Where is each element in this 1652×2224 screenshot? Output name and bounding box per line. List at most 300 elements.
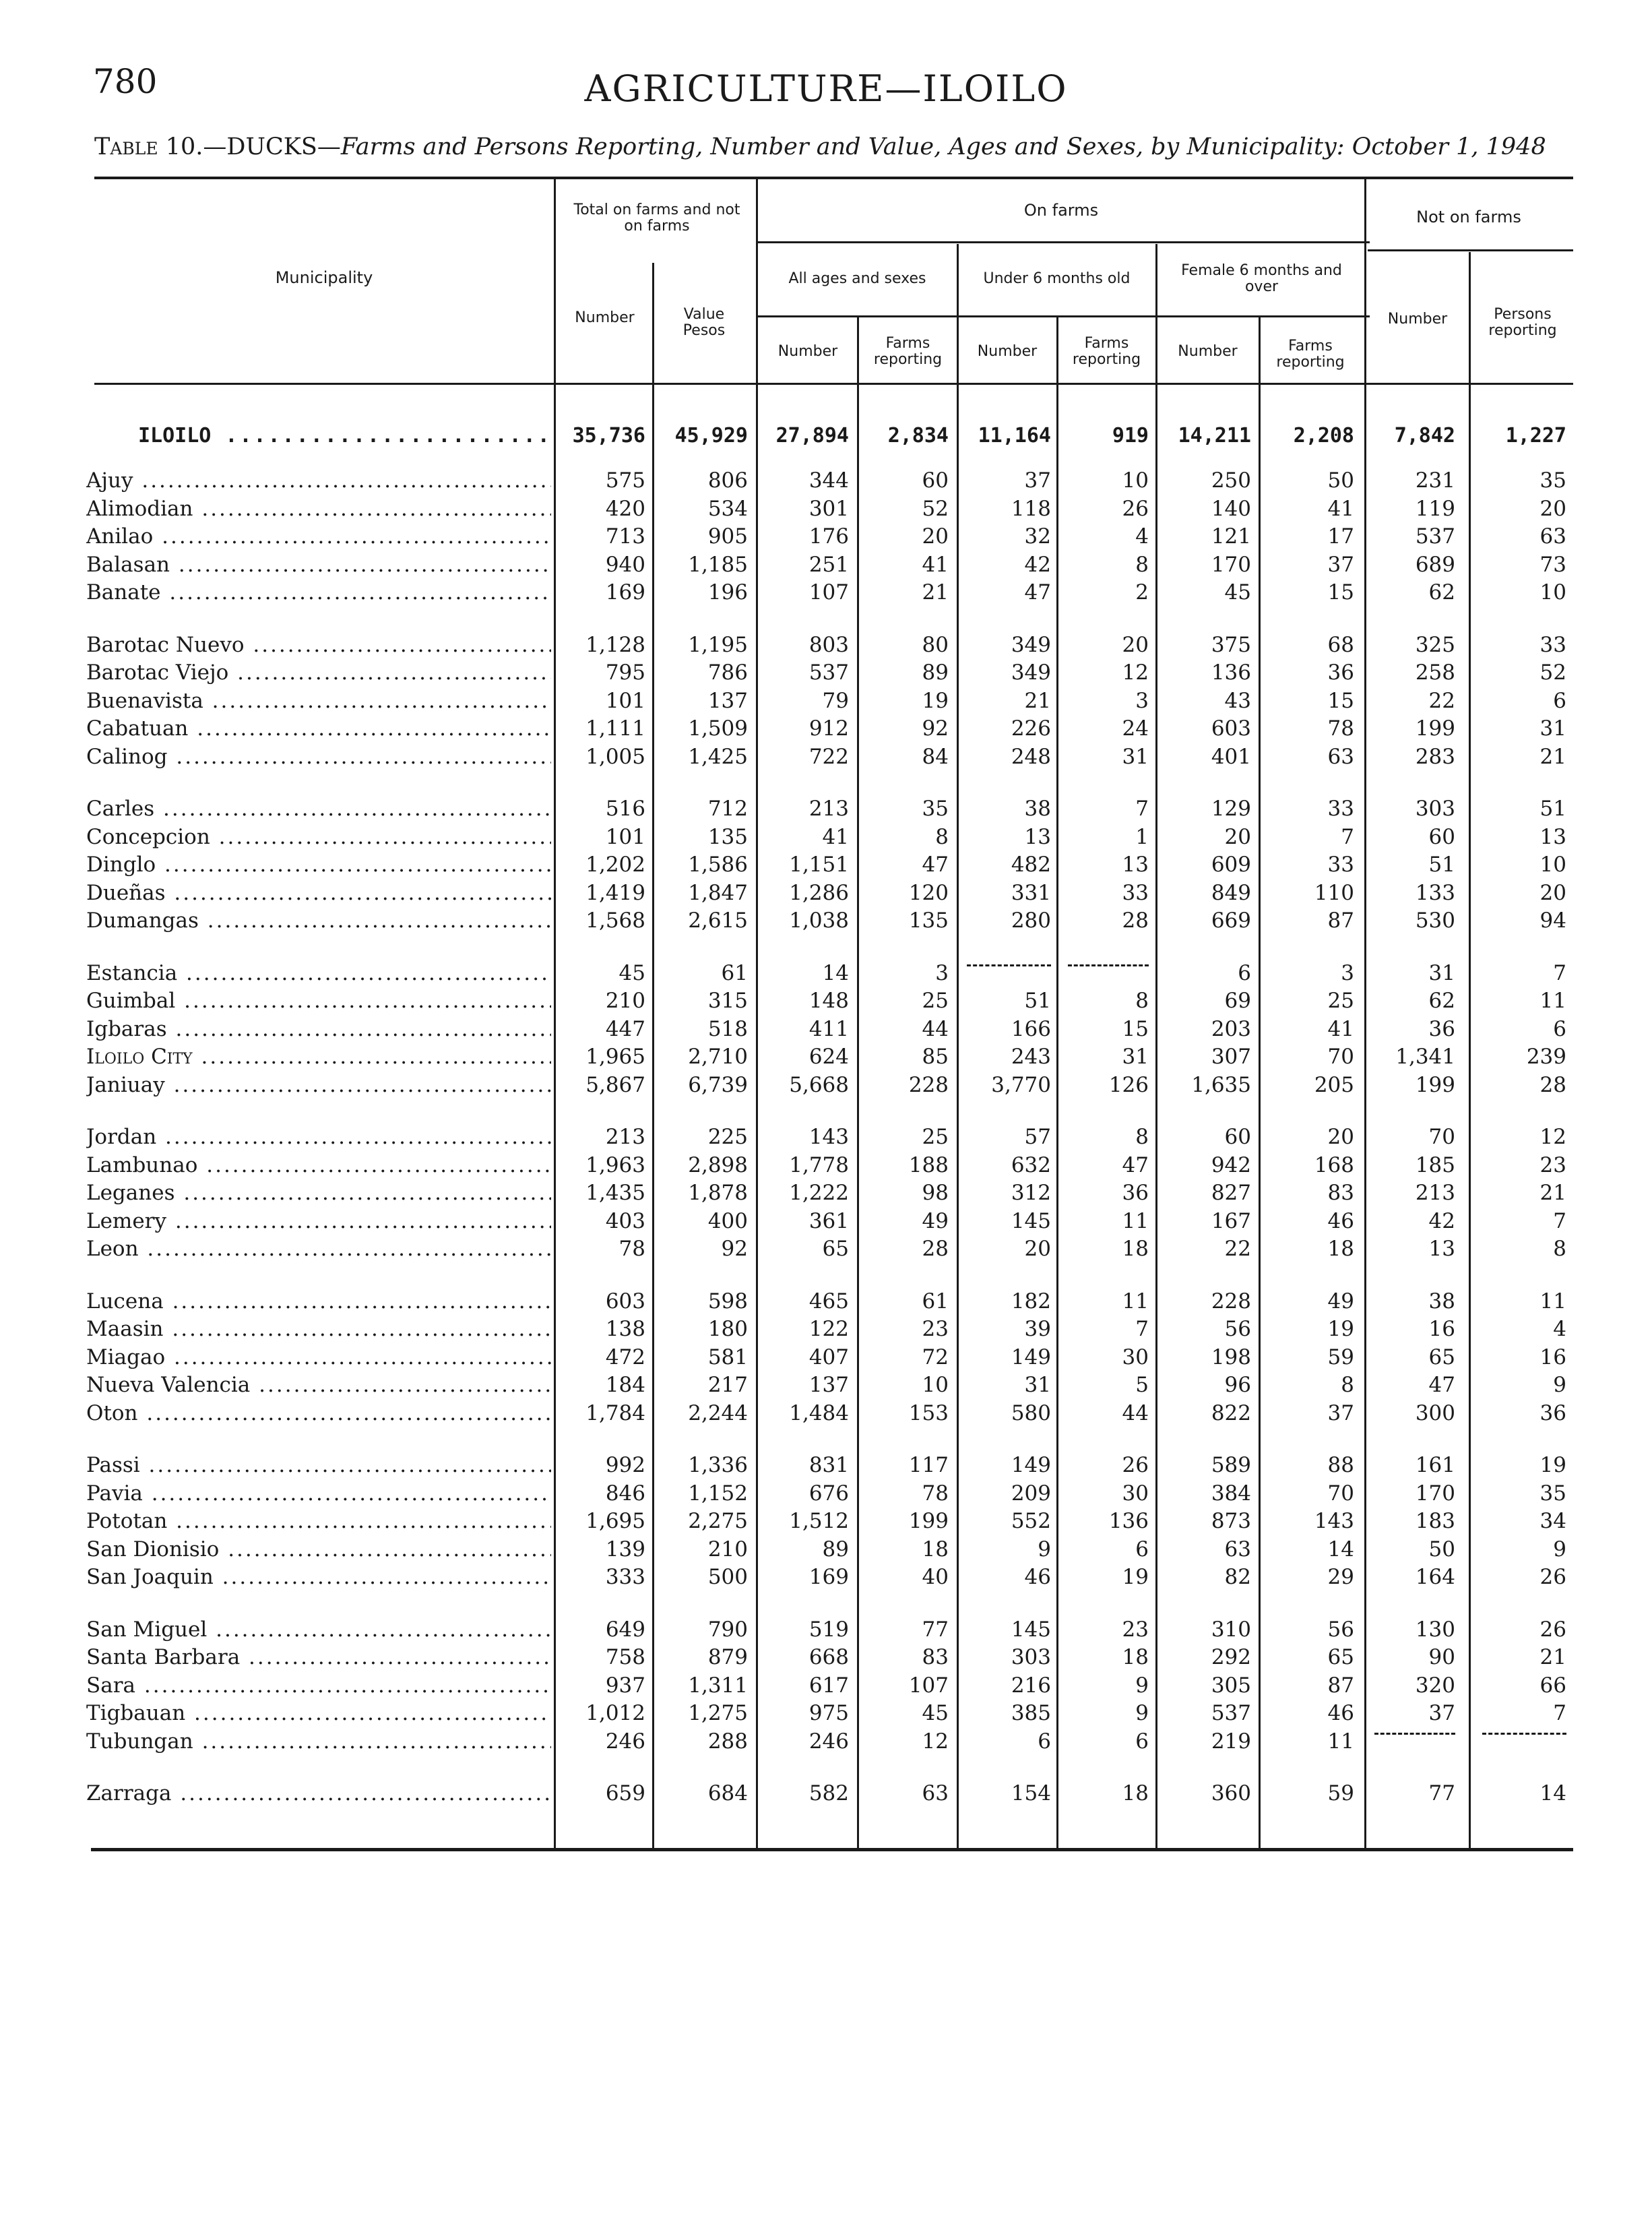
cell-value: 107 [808,580,849,605]
table-row [0,1507,1652,1535]
cell-value: 14,211 [1178,424,1251,447]
cell-value: 118 [1011,497,1051,521]
cell-value: 138 [605,1317,645,1341]
cell-value: 79 [822,689,849,713]
table-row [0,495,1652,523]
cell-value: 198 [1211,1345,1251,1369]
caption-subject: —DUCKS— [203,133,341,160]
cell-value: 10 [1539,580,1566,605]
cell-value: 1,336 [688,1453,748,1477]
cell-value: 137 [707,689,748,713]
cell-value: 49 [922,1209,949,1233]
cell-value: 25 [1327,989,1354,1013]
cell-value: 603 [1211,716,1251,741]
cell-value: 288 [707,1729,748,1754]
cell-value: 6 [1038,1729,1051,1754]
cell-value: 21 [922,580,949,605]
cell-value: 758 [605,1645,645,1669]
cell-value: 73 [1539,553,1566,577]
cell-value: 16 [1428,1317,1455,1341]
cell-value: 149 [1011,1345,1051,1369]
table-row [0,551,1652,579]
cell-value: 624 [808,1045,849,1069]
table-row [0,1451,1652,1479]
cell-value: 213 [1415,1181,1455,1205]
cell-value: 69 [1224,989,1251,1013]
table-row [0,1071,1652,1099]
cell-value: 1,195 [688,633,748,657]
cell-value: 41 [922,553,949,577]
cell-value: 137 [808,1373,849,1397]
cell-value: 2,710 [688,1045,748,1069]
cell-value: 11 [1122,1289,1149,1314]
cell-value: 1,419 [585,881,645,905]
cell-value: 8 [1135,1125,1149,1149]
empty-cell-dash [1482,1733,1566,1735]
cell-value: 88 [1327,1453,1354,1477]
cell-value: 203 [1211,1017,1251,1041]
municipality-name: Banate ..... [86,578,551,607]
municipality-name: Alimodian ..... [86,495,551,523]
cell-value: 7 [1553,961,1566,985]
cell-value: 45 [922,1701,949,1725]
cell-value: 846 [605,1481,645,1506]
cell-value: 126 [1108,1073,1149,1097]
cell-value: 31 [1428,961,1455,985]
cell-value: 65 [822,1237,849,1261]
cell-value: 320 [1415,1673,1455,1698]
cell-value: 2,834 [887,424,949,447]
cell-value: 7 [1553,1209,1566,1233]
cell-value: 63 [1224,1537,1251,1562]
cell-value: 96 [1224,1373,1251,1397]
cell-value: 143 [1314,1509,1354,1533]
cell-value: 992 [605,1453,645,1477]
cell-value: 26 [1539,1617,1566,1642]
cell-value: 18 [1122,1781,1149,1805]
cell-value: 312 [1011,1181,1051,1205]
table-row [0,795,1652,823]
cell-value: 37 [1428,1701,1455,1725]
cell-value: 50 [1428,1537,1455,1562]
cell-value: 31 [1539,716,1566,741]
cell-value: 10 [922,1373,949,1397]
table-row [0,851,1652,879]
cell-value: 36 [1327,660,1354,685]
cell-value: 226 [1011,716,1051,741]
cell-value: 1,005 [585,745,645,769]
cell-value: 101 [605,825,645,849]
cell-value: 52 [922,497,949,521]
cell-value: 8 [1553,1237,1566,1261]
cell-value: 149 [1011,1453,1051,1477]
cell-value: 36 [1539,1401,1566,1425]
page-number: 780 [93,62,158,101]
cell-value: 9 [1135,1701,1149,1725]
cell-value: 28 [922,1237,949,1261]
cell-value: 42 [1428,1209,1455,1233]
cell-value: 873 [1211,1509,1251,1533]
cell-value: 472 [605,1345,645,1369]
cell-value: 196 [707,580,748,605]
cell-value: 1,425 [688,745,748,769]
table-row [0,658,1652,687]
cell-value: 790 [707,1617,748,1642]
cell-value: 188 [908,1153,949,1177]
municipality-name: Anilao ..... [86,522,551,551]
cell-value: 1,151 [789,853,849,877]
cell-value: 20 [1539,497,1566,521]
cell-value: 33 [1539,633,1566,657]
cell-value: 167 [1211,1209,1251,1233]
cell-value: 333 [605,1565,645,1589]
cell-value: 1,635 [1191,1073,1251,1097]
cell-value: 310 [1211,1617,1251,1642]
cell-value: 1,275 [688,1701,748,1725]
cell-value: 1,784 [585,1401,645,1425]
table-caption [94,133,1603,160]
cell-value: 581 [707,1345,748,1369]
cell-value: 33 [1327,797,1354,821]
cell-value: 575 [605,468,645,493]
cell-value: 1,311 [688,1673,748,1698]
header-farms-all: Farms reporting [873,335,943,368]
cell-value: 20 [1539,881,1566,905]
cell-value: 23 [1539,1153,1566,1177]
cell-value: 465 [808,1289,849,1314]
cell-value: 180 [707,1317,748,1341]
table-row [0,1371,1652,1399]
cell-value: 1,586 [688,853,748,877]
cell-value: 17 [1327,524,1354,549]
cell-value: 34 [1539,1509,1566,1533]
table-row [0,1043,1652,1071]
caption-table-label: Table 10. [94,133,203,160]
cell-value: 98 [922,1181,949,1205]
table-row [0,1015,1652,1043]
cell-value: 407 [808,1345,849,1369]
cell-value: 537 [1211,1701,1251,1725]
cell-value: 199 [1415,716,1455,741]
cell-value: 11 [1122,1209,1149,1233]
cell-value: 11 [1539,989,1566,1013]
cell-value: 133 [1415,881,1455,905]
cell-value: 136 [1108,1509,1149,1533]
cell-value: 210 [707,1537,748,1562]
on-farms-underline [758,241,1370,243]
municipality-name: Barotac Viejo ..... [86,658,551,687]
cell-value: 20 [922,524,949,549]
cell-value: 47 [1122,1153,1149,1177]
cell-value: 228 [1211,1289,1251,1314]
cell-value: 183 [1415,1509,1455,1533]
cell-value: 303 [1011,1645,1051,1669]
municipality-name: Passi ..... [86,1451,551,1479]
cell-value: 9 [1553,1373,1566,1397]
cell-value: 3 [935,961,949,985]
header-all-ages: All ages and sexes [788,270,926,287]
cell-value: 12 [1122,660,1149,685]
cell-value: 25 [922,989,949,1013]
cell-value: 45 [1224,580,1251,605]
cell-value: 27,894 [775,424,849,447]
cell-value: 5,668 [789,1073,849,1097]
municipality-name: Concepcion ..... [86,823,551,851]
cell-value: 3 [1341,961,1354,985]
cell-value: 63 [922,1781,949,1805]
cell-value: 4 [1553,1317,1566,1341]
cell-value: 62 [1428,989,1455,1013]
cell-value: 66 [1539,1673,1566,1698]
cell-value: 283 [1415,745,1455,769]
cell-value: 15 [1327,580,1354,605]
header-not-on-farms: Not on farms [1416,208,1521,226]
cell-value: 72 [922,1345,949,1369]
cell-value: 28 [1539,1073,1566,1097]
municipality-name: Tigbauan ..... [86,1699,551,1727]
cell-value: 518 [707,1017,748,1041]
cell-value: 51 [1539,797,1566,821]
cell-value: 258 [1415,660,1455,685]
cell-value: 676 [808,1481,849,1506]
header-bottom-rule [94,383,1573,385]
cell-value: 57 [1024,1125,1051,1149]
cell-value: 1,965 [585,1045,645,1069]
cell-value: 29 [1327,1565,1354,1589]
cell-value: 83 [922,1645,949,1669]
cell-value: 537 [808,660,849,685]
cell-value: 9 [1135,1673,1149,1698]
cell-value: 51 [1428,853,1455,877]
cell-value: 6 [1553,1017,1566,1041]
cell-value: 315 [707,989,748,1013]
cell-value: 136 [1211,660,1251,685]
cell-value: 225 [707,1125,748,1149]
header-number-notfarms: Number [1387,311,1448,328]
cell-value: 20 [1024,1237,1051,1261]
cell-value: 35 [1539,468,1566,493]
cell-value: 385 [1011,1701,1051,1725]
cell-value: 1,847 [688,881,748,905]
subgroup-underline [758,315,1370,317]
cell-value: 246 [808,1729,849,1754]
cell-value: 13 [1024,825,1051,849]
cell-value: 22 [1428,689,1455,713]
cell-value: 649 [605,1617,645,1642]
cell-value: 77 [922,1617,949,1642]
cell-value: 36 [1428,1017,1455,1041]
cell-value: 516 [605,797,645,821]
cell-value: 70 [1327,1481,1354,1506]
cell-value: 303 [1415,797,1455,821]
cell-value: 52 [1539,660,1566,685]
cell-value: 795 [605,660,645,685]
cell-value: 14 [822,961,849,985]
cell-value: 1 [1135,825,1149,849]
cell-value: 879 [707,1645,748,1669]
cell-value: 14 [1539,1781,1566,1805]
cell-value: 582 [808,1781,849,1805]
cell-value: 89 [922,660,949,685]
header-total-group: Total on farms and not on farms [573,202,740,235]
cell-value: 403 [605,1209,645,1233]
cell-value: 164 [1415,1565,1455,1589]
cell-value: 16 [1539,1345,1566,1369]
cell-value: 11,164 [978,424,1051,447]
cell-value: 7 [1135,797,1149,821]
cell-value: 63 [1327,745,1354,769]
header-persons-notfarms: Persons reporting [1488,306,1557,339]
table-row [0,1207,1652,1235]
table-row [0,1287,1652,1316]
cell-value: 46 [1327,1209,1354,1233]
cell-value: 1,512 [789,1509,849,1533]
cell-value: 185 [1415,1153,1455,1177]
cell-value: 1,128 [585,633,645,657]
cell-value: 11 [1539,1289,1566,1314]
cell-value: 7 [1341,825,1354,849]
cell-value: 139 [605,1537,645,1562]
cell-value: 30 [1122,1481,1149,1506]
municipality-name: Maasin ..... [86,1315,551,1343]
cell-value: 33 [1327,853,1354,877]
caption-description: Farms and Persons Reporting, Number and Value, Ages and Sexes, by Municipality: October 1, 1948 [340,133,1546,160]
table-row [0,987,1652,1015]
cell-value: 60 [1224,1125,1251,1149]
cell-value: 519 [808,1617,849,1642]
municipality-name: Leon ..... [86,1235,551,1263]
cell-value: 447 [605,1017,645,1041]
table-row [0,687,1652,715]
cell-value: 786 [707,660,748,685]
cell-value: 411 [808,1017,849,1041]
cell-value: 19 [922,689,949,713]
cell-value: 21 [1539,1645,1566,1669]
cell-value: 7 [1135,1317,1149,1341]
municipality-name: ILOILO ..... [138,422,550,450]
cell-value: 78 [618,1237,645,1261]
cell-value: 4 [1135,524,1149,549]
cell-value: 119 [1415,497,1455,521]
cell-value: 51 [1024,989,1051,1013]
header-total-number: Number [575,309,635,326]
cell-value: 70 [1428,1125,1455,1149]
cell-value: 400 [707,1209,748,1233]
municipality-name: Zarraga ..... [86,1779,551,1808]
cell-value: 217 [707,1373,748,1397]
cell-value: 35,736 [572,424,645,447]
cell-value: 182 [1011,1289,1051,1314]
cell-value: 401 [1211,745,1251,769]
cell-value: 40 [922,1565,949,1589]
cell-value: 20 [1327,1125,1354,1149]
cell-value: 301 [808,497,849,521]
cell-value: 6 [1135,1537,1149,1562]
header-female6: Female 6 months and over [1181,262,1342,295]
municipality-name: Leganes ..... [86,1179,551,1207]
cell-value: 2,208 [1293,424,1354,447]
cell-value: 1,435 [585,1181,645,1205]
cell-value: 62 [1428,580,1455,605]
municipality-name: Carles ..... [86,795,551,823]
cell-value: 7,842 [1394,424,1455,447]
cell-value: 5,867 [585,1073,645,1097]
cell-value: 216 [1011,1673,1051,1698]
cell-value: 41 [1327,1017,1354,1041]
cell-value: 43 [1224,689,1251,713]
cell-value: 617 [808,1673,849,1698]
cell-value: 92 [721,1237,748,1261]
table-row [0,522,1652,551]
cell-value: 37 [1327,553,1354,577]
cell-value: 251 [808,553,849,577]
cell-value: 689 [1415,553,1455,577]
cell-value: 78 [1327,716,1354,741]
table-row [0,466,1652,495]
cell-value: 80 [922,633,949,657]
cell-value: 500 [707,1565,748,1589]
cell-value: 145 [1011,1617,1051,1642]
municipality-name: Dueñas ..... [86,879,551,907]
cell-value: 360 [1211,1781,1251,1805]
cell-value: 33 [1122,881,1149,905]
cell-value: 2,615 [688,908,748,933]
cell-value: 11 [1327,1729,1354,1754]
cell-value: 18 [1122,1645,1149,1669]
cell-value: 905 [707,524,748,549]
cell-value: 1,038 [789,908,849,933]
cell-value: 84 [922,745,949,769]
cell-value: 589 [1211,1453,1251,1477]
empty-cell-dash [1068,964,1149,966]
cell-value: 1,341 [1395,1045,1455,1069]
header-total-value: Value Pesos [682,306,726,339]
table-row [0,1123,1652,1151]
cell-value: 12 [922,1729,949,1754]
cell-value: 161 [1415,1453,1455,1477]
cell-value: 919 [1112,424,1149,447]
cell-value: 120 [908,881,949,905]
cell-value: 831 [808,1453,849,1477]
cell-value: 44 [1122,1401,1149,1425]
cell-value: 85 [922,1045,949,1069]
cell-value: 803 [808,633,849,657]
cell-value: 305 [1211,1673,1251,1698]
cell-value: 325 [1415,633,1455,657]
municipality-name: Sara ..... [86,1671,551,1700]
cell-value: 18 [922,1537,949,1562]
cell-value: 5 [1135,1373,1149,1397]
cell-value: 1,202 [585,853,645,877]
cell-value: 530 [1415,908,1455,933]
cell-value: 975 [808,1701,849,1725]
cell-value: 6,739 [688,1073,748,1097]
cell-value: 15 [1122,1017,1149,1041]
header-farms-under6: Farms reporting [1072,335,1141,368]
municipality-name: Dumangas ..... [86,906,551,935]
cell-value: 68 [1327,633,1354,657]
cell-value: 2,275 [688,1509,748,1533]
table-row [0,1179,1652,1207]
cell-value: 8 [1135,553,1149,577]
table-row [0,1643,1652,1671]
table-row [0,1315,1652,1343]
cell-value: 6 [1553,689,1566,713]
header-number-female6: Number [1178,343,1238,360]
cell-value: 598 [707,1289,748,1314]
cell-value: 37 [1024,468,1051,493]
cell-value: 87 [1327,908,1354,933]
